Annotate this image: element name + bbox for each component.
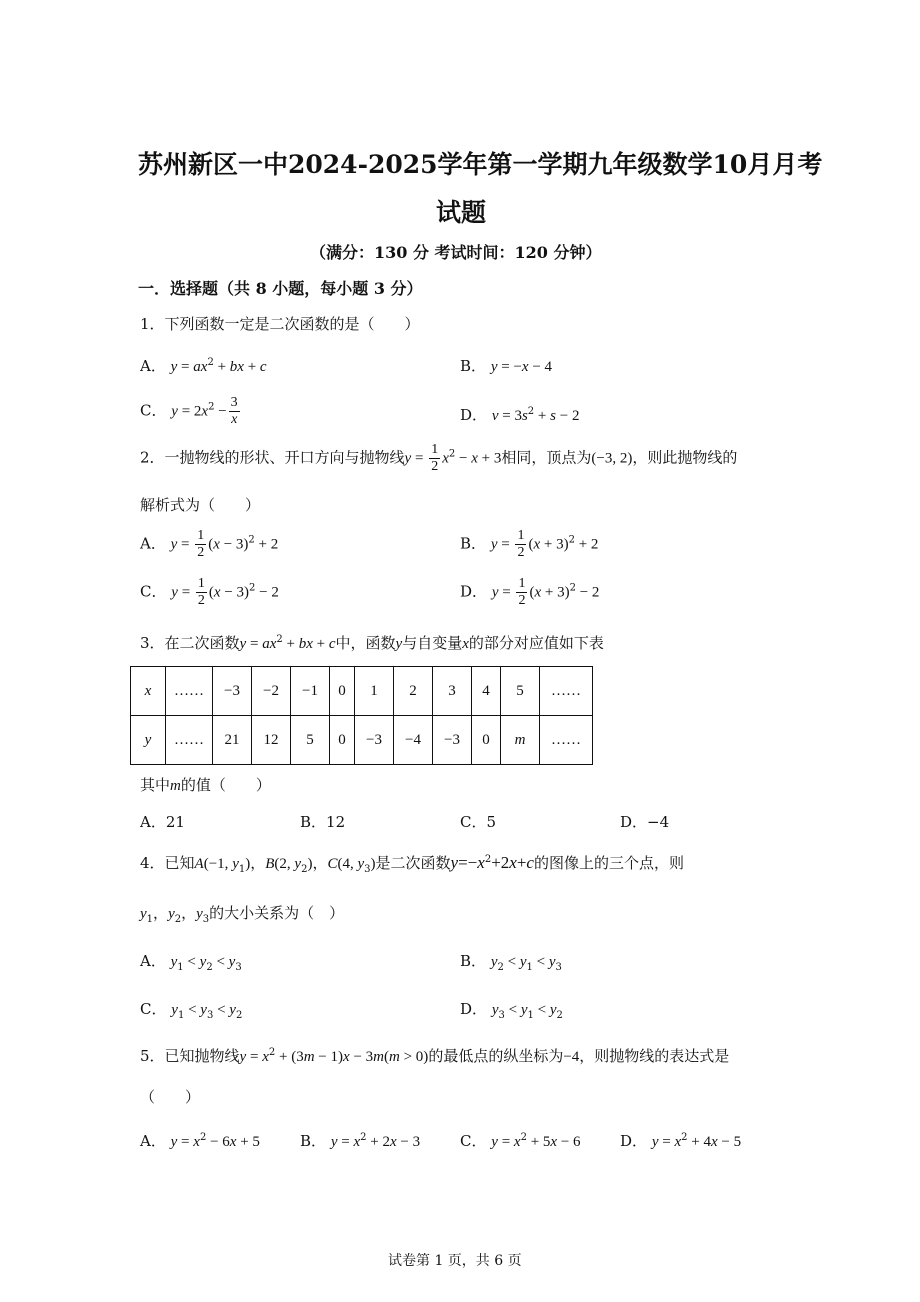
table-cell: 5 [291,716,330,765]
table-header-y: y [131,716,166,765]
table-row-y [131,716,593,765]
q1-option-b: B． y = −x − 4 [460,357,553,375]
q1-option-d: D． $v = 3s^2 + s - 2$ [460,406,580,424]
q4-option-a: A． $y_1 < y_2 < y_3$ [140,952,242,973]
q4-option-c: C． $y_1 < y_3 < y_2$ [140,1000,243,1021]
table-header-x: x [131,667,166,716]
section-heading: 一．选择题（共 8 小题，每小题 3 分） [138,279,423,298]
q1-option-c: C． $y = 2x^2$ − $\frac{3}{x}$ [140,395,238,427]
page-title: 苏州新区一中2024-2025学年第一学期九年级数学10月月考 [138,150,823,179]
table-cell: 5 [501,667,540,716]
table-cell: m [501,716,540,765]
q3-option-d: D．−4 [620,813,670,831]
q5-option-d: D． $y = x^2 + 4x - 5$ [620,1132,742,1150]
table-cell: −1 [291,667,330,716]
q5-option-a: A． $y = x^2 - 6x + 5$ [140,1132,260,1150]
q2-option-c: C． y = $\frac{1}{2}$ $(x - 3)^2 - 2$ [140,576,279,608]
table-cell: −3 [433,716,472,765]
q2-option-d: D． y = $\frac{1}{2}$ $(x + 3)^2 - 2$ [460,576,600,608]
table-cell: …… [540,667,593,716]
value-table [130,666,593,765]
table-cell: 1 [355,667,394,716]
table-cell: 21 [213,716,252,765]
q5-stem: 5．已知抛物线$y = x^2 + (3m - 1)x - 3m(m > 0)$的最低点的纵坐标为−4，则抛物线的表达式是 [140,1047,730,1065]
table-cell: …… [540,716,593,765]
table-cell: −3 [213,667,252,716]
table-cell: 0 [330,716,355,765]
q3-stem: 3．在二次函数$y = ax^2$ + bx + c中，函数y与自变量x的部分对应值如下表 [140,634,604,652]
table-cell: 0 [330,667,355,716]
q3-option-c: C．5 [460,813,497,831]
q4-option-b: B． $y_2 < y_1 < y_3$ [460,952,562,973]
q4-stem-line2: $y_1$，$y_2$，$y_3$的大小关系为（ ） [140,904,345,925]
page-title-line2: 试题 [436,198,487,227]
exam-info: （满分：130 分 考试时间：120 分钟） [310,243,602,262]
q5-option-c: C． $y = x^2 + 5x - 6$ [460,1132,581,1150]
table-cell: 2 [394,667,433,716]
table-row-x [131,667,593,716]
table-cell: −4 [394,716,433,765]
q4-stem: 4．已知A(−1, $y_1$)，B(2, $y_2$)，C(4, $y_3$)是二次函数$y=-x^2+2x+c$的图像上的三个点，则 [140,853,684,875]
q1-a-formula: y [170,359,178,375]
page-footer: 试卷第 1 页，共 6 页 [388,1253,522,1269]
q2-option-a: A． y = $\frac{1}{2}$ $(x - 3)^2 + 2$ [140,528,279,560]
table-cell: …… [166,716,213,765]
table-cell: …… [166,667,213,716]
q5-option-b: B． $y = x^2 + 2x - 3$ [300,1132,421,1150]
q2-stem-line2: 解析式为（ ） [140,496,261,514]
table-cell: −3 [355,716,394,765]
q3-option-a: A．21 [140,813,185,831]
q3-after-table: 其中m的值（ ） [140,776,271,794]
q1-option-a: A． $y = ax^2$ + bx + c [140,357,267,375]
q2-stem: 2．一抛物线的形状、开口方向与抛物线y = $\frac{1}{2}$ $x^2 - x + 3$相同，顶点为(−3, 2)，则此抛物线的 [140,442,738,474]
table-cell: −2 [252,667,291,716]
table-cell: 0 [472,716,501,765]
table-cell: 4 [472,667,501,716]
table-cell: 3 [433,667,472,716]
table-cell: 12 [252,716,291,765]
q1-stem: 1．下列函数一定是二次函数的是（ ） [140,315,420,333]
q4-option-d: D． $y_3 < y_1 < y_2$ [460,1000,563,1021]
q2-option-b: B． y = $\frac{1}{2}$ $(x + 3)^2 + 2$ [460,528,599,560]
q3-option-b: B．12 [300,813,346,831]
q5-stem-line2: （ ） [140,1088,201,1106]
